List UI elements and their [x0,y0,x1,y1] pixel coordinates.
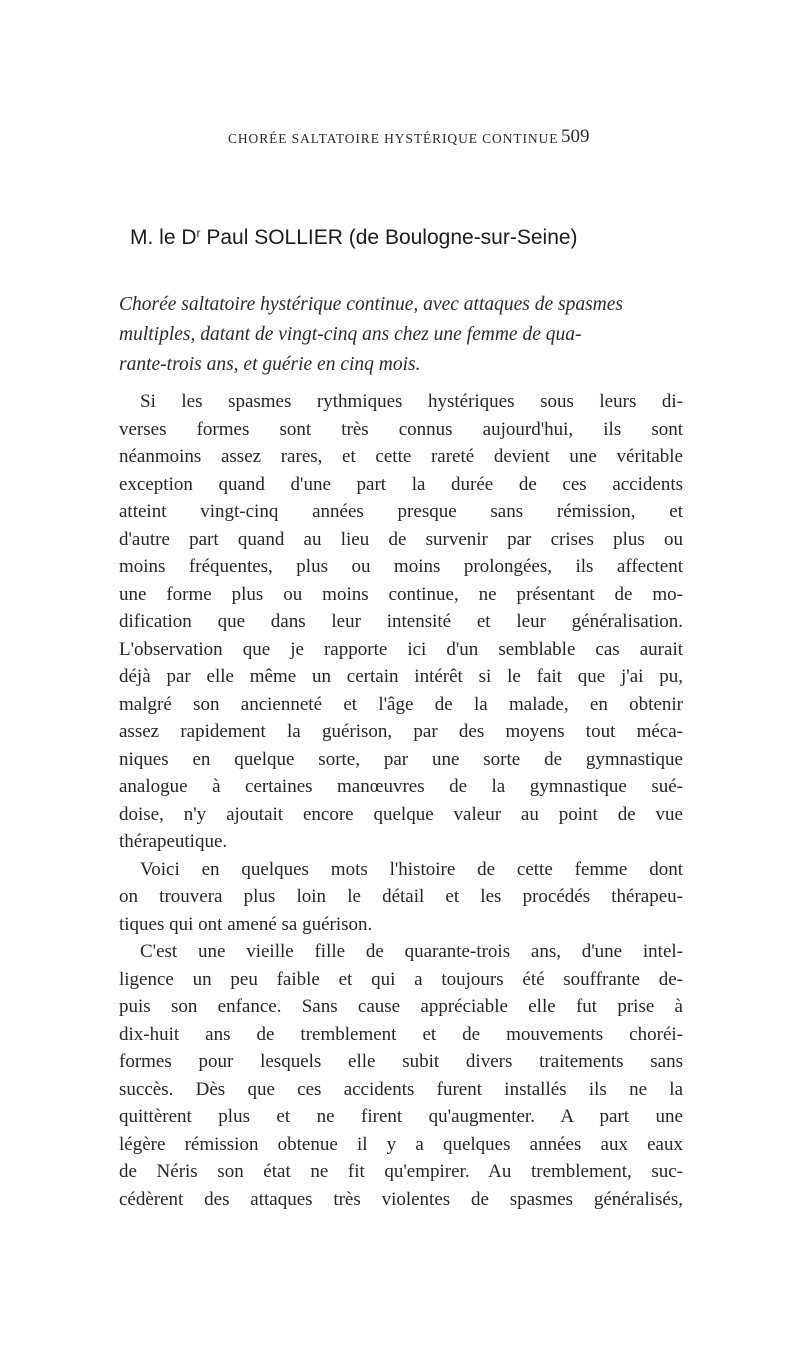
text-line: assez rapidement la guérison, par des moyens tout méca- [119,721,683,742]
text-line: atteint vingt-cinq années presque sans rémission, et [119,501,683,522]
text-line: succès. Dès que ces accidents furent installés ils ne la [119,1078,683,1100]
article-title [119,290,684,380]
author-line [130,226,690,250]
text-line: tiques qui ont amené sa guérison. [119,913,373,935]
title-line: Chorée saltatoire hystérique continue, avec attaques de spasmes [119,294,624,315]
text-line: de Néris son état ne fit qu'empirer. Au tremblement, suc- [119,1161,683,1182]
text-line: exception quand d'une part la durée de ces accidents [119,473,683,495]
text-line: on trouvera plus loin le détail et les procédés thérapeu- [119,886,683,907]
text-line: doise, n'y ajoutait encore quelque valeur au point de vue [119,803,683,825]
title-line: multiples, datant de vingt-cinq ans chez une femme de qua- [119,324,582,345]
text-line: déjà par elle même un certain intérêt si le fait que j'ai pu, [119,666,683,687]
text-line: Voici en quelques mots l'histoire de cette femme dont [140,858,683,880]
page-number: 509 [561,126,590,147]
text-line: néanmoins assez rares, et cette rareté devient une véritable [119,446,683,467]
text-line: puis son enfance. Sans cause appréciable elle fut prise à [119,996,683,1017]
text-line: une forme plus ou moins continue, ne présentant de mo- [119,583,683,605]
text-line: malgré son ancienneté et l'âge de la malade, en obtenir [119,693,683,715]
text-line: quittèrent plus et ne firent qu'augmenter. A part une [119,1106,683,1127]
text-line: C'est une vieille fille de quarante-trois ans, d'une intel- [140,941,683,962]
text-line: dix-huit ans de tremblement et de mouvements choréi- [119,1023,683,1045]
text-line: légère rémission obtenue il y a quelques années aux eaux [119,1133,683,1155]
running-head: CHORÉE SALTATOIRE HYSTÉRIQUE CONTINUE [228,131,559,146]
author-name: Paul SOLLIER (de Boulogne-sur-Seine) [200,226,578,249]
author-prefix: M. le D [130,226,197,249]
text-line: L'observation que je rapporte ici d'un semblable cas aurait [119,638,683,660]
text-line: thérapeutique. [119,831,228,852]
text-line: dification que dans leur intensité et leur généralisation. [119,611,683,632]
text-line: cédèrent des attaques très violentes de spasmes généralisés, [119,1188,683,1210]
text-line: verses formes sont très connus aujourd'hui, ils sont [119,418,683,440]
text-line: d'autre part quand au lieu de survenir par crises plus ou [119,528,683,550]
text-line: Si les spasmes rythmiques hystériques sous leurs di- [140,391,683,412]
author-superscript: r [196,226,201,240]
text-line: formes pour lesquels elle subit divers traitements sans [119,1051,683,1072]
text-line: niques en quelque sorte, par une sorte de gymnastique [119,748,683,770]
text-line: analogue à certaines manœuvres de la gymnastique sué- [119,776,683,797]
body-text [119,388,683,1213]
text-line: moins fréquentes, plus ou moins prolongées, ils affectent [119,556,683,577]
title-line: rante-trois ans, et guérie en cinq mois. [119,354,421,375]
text-line: ligence un peu faible et qui a toujours été souffrante de- [119,968,683,990]
